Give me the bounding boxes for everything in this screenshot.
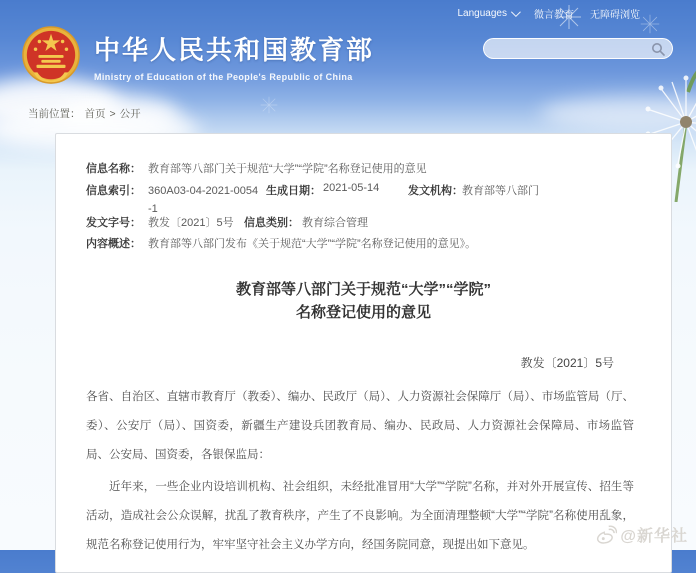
site-subtitle: Ministry of Education of the People's Republic of China — [94, 72, 353, 82]
info-summary-label: 内容概述： — [86, 238, 141, 250]
document-title-line1: 教育部等八部门关于规范“大学”“学院” — [235, 281, 491, 298]
info-docnum-value: 教发〔2021〕5号 — [148, 217, 234, 229]
document-panel — [55, 133, 672, 573]
national-emblem-icon[interactable] — [22, 26, 80, 86]
search-bar — [483, 38, 673, 59]
document-title — [56, 278, 671, 324]
breadcrumb-separator: > — [109, 107, 116, 120]
info-category-label: 信息类别： — [244, 217, 299, 229]
topbar-link-accessibility[interactable] — [590, 6, 640, 21]
info-agency-label: 发文机构： — [408, 185, 463, 197]
info-date-label: 生成日期： — [266, 185, 321, 197]
document-title-line2: 名称登记使用的意见 — [295, 304, 431, 321]
languages-label: Languages — [457, 8, 507, 19]
site-header — [22, 26, 374, 86]
document-number: 教发〔2021〕5号 — [520, 356, 614, 370]
dandelion-seed-icon — [260, 96, 278, 114]
weibo-icon — [595, 525, 617, 545]
info-date-value: 2021-05-14 — [323, 182, 380, 194]
watermark-text: @新华社 — [620, 528, 688, 545]
search-input[interactable] — [484, 43, 651, 55]
topbar-link-weiyan[interactable] — [534, 6, 574, 21]
languages-menu[interactable] — [458, 8, 519, 19]
info-index-value: 360A03-04-2021-0054-1 — [148, 185, 259, 215]
topbar-link-label: 无障碍浏览 — [590, 10, 640, 21]
topbar-link-label: 微言教育 — [534, 10, 574, 21]
breadcrumb — [28, 106, 141, 121]
info-category-value: 教育综合管理 — [302, 217, 368, 229]
dandelion-seed-icon — [640, 14, 660, 34]
info-docnum-label: 发文字号： — [86, 217, 141, 229]
info-index-label: 信息索引： — [86, 185, 141, 197]
breadcrumb-link-gongkai[interactable]: 公开 — [119, 108, 141, 120]
topbar — [458, 6, 641, 21]
breadcrumb-prefix: 当前位置： — [28, 108, 81, 120]
breadcrumb-link-home[interactable]: 首页 — [84, 108, 106, 120]
info-name-value: 教育部等八部门关于规范“大学”“学院”名称登记使用的意见 — [148, 163, 427, 175]
info-name-label: 信息名称： — [86, 163, 141, 175]
info-summary-value: 教育部等八部门发布《关于规范“大学”“学院”名称登记使用的意见》。 — [148, 238, 477, 250]
salutation-paragraph: 各省、自治区、直辖市教育厅（教委）、编办、民政厅（局）、人力资源社会保障厅（局）、市场监管局（厅、委）、公安厅（局）、国资委，新疆生产建设兵团教育局、编办、民政局、人力资源社会保障局、市场监管局、公安局、国资委，各银保监局： — [86, 391, 634, 461]
info-agency-value: 教育部等八部门 — [462, 185, 539, 197]
watermark — [595, 523, 688, 546]
site-title: 中华人民共和国教育部 — [94, 35, 375, 65]
body-paragraph: 近年来，一些企业内设培训机构、社会组织，未经批准冒用“大学”“学院”名称，并对外开展宣传、招生等活动，造成社会公众误解，扰乱了教育秩序，产生了不良影响。为全面清理整顿“大学”“学院”名称使用乱象，规范名称登记使用行为，牢牢坚守社会主义办学方向，经国务院同意，现提出如下意见。 — [86, 481, 634, 551]
document-body — [86, 383, 634, 560]
search-icon[interactable] — [651, 42, 665, 56]
chevron-down-icon — [511, 7, 521, 17]
